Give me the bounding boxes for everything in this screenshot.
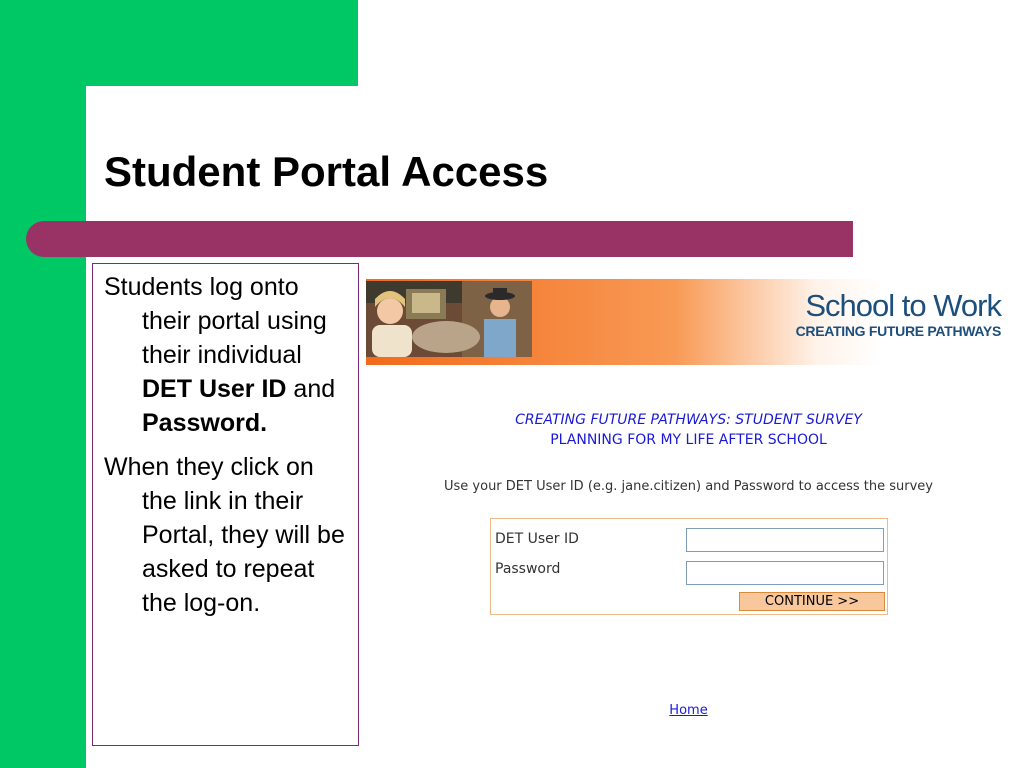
continue-button[interactable]: CONTINUE >> — [739, 592, 885, 611]
green-accent-left — [0, 0, 86, 768]
slide-title: Student Portal Access — [104, 148, 549, 195]
password-input[interactable] — [686, 561, 884, 585]
password-label: Password — [495, 561, 561, 577]
brand-subtitle: CREATING FUTURE PATHWAYS — [795, 323, 1001, 339]
brand-title: School to Work — [805, 288, 1001, 323]
text-box — [92, 263, 359, 746]
school-to-work-logo — [796, 289, 1001, 339]
students-photo — [366, 281, 532, 357]
survey-title-line2: PLANNING FOR MY LIFE AFTER SCHOOL — [550, 432, 827, 448]
det-user-id-emphasis: DET User ID — [142, 375, 287, 403]
login-text-start: Students log onto their portal using their individual — [104, 273, 327, 369]
paragraph-click-link: When they click on the link in their Portal, they will be asked to repeat the log-on. — [104, 453, 345, 617]
home-link-wrap — [366, 703, 1011, 718]
site-banner — [366, 279, 1011, 365]
survey-heading — [366, 410, 1011, 450]
paragraph-login — [104, 270, 348, 440]
login-text-and: and — [286, 375, 336, 403]
portal-screenshot — [366, 279, 1011, 739]
home-link[interactable]: Home — [669, 703, 708, 718]
password-emphasis: Password. — [142, 409, 268, 437]
login-form — [490, 518, 888, 615]
user-id-input[interactable] — [686, 528, 884, 552]
user-id-label: DET User ID — [495, 531, 579, 547]
login-instruction: Use your DET User ID (e.g. jane.citizen) and Password to access the survey — [444, 479, 933, 494]
title-underline-bar — [26, 221, 853, 257]
survey-title-line1: CREATING FUTURE PATHWAYS: STUDENT SURVEY — [515, 412, 862, 428]
